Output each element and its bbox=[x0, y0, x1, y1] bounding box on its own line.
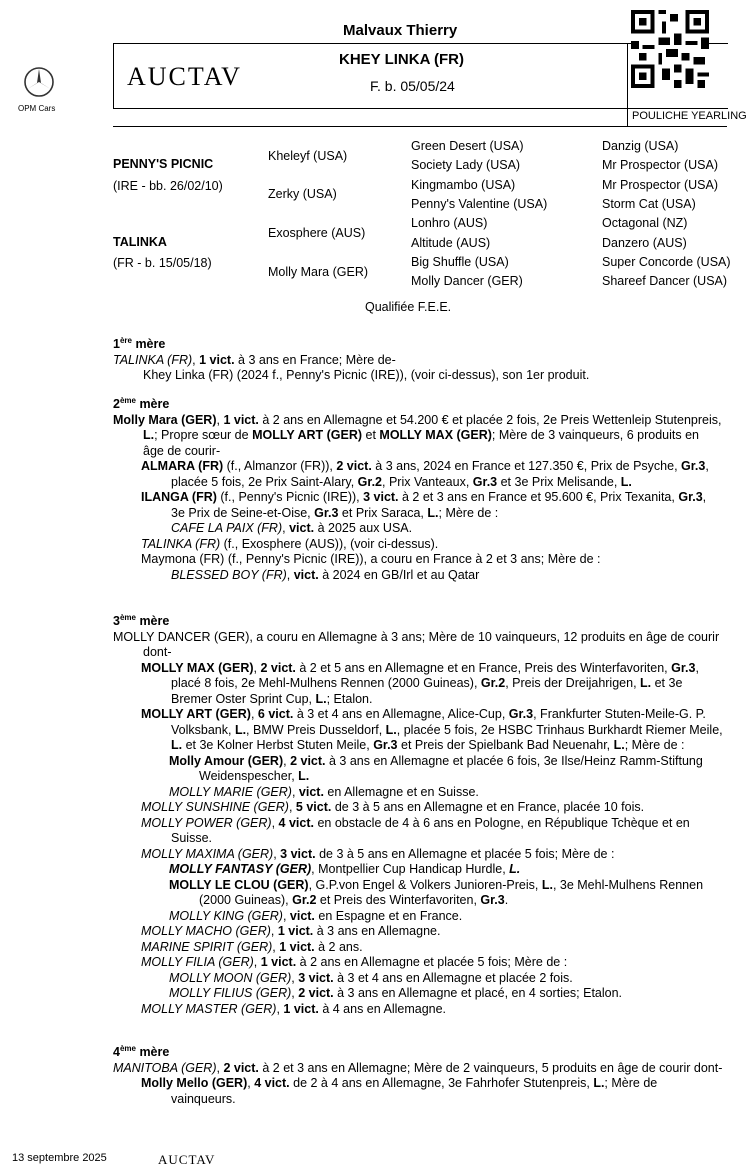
produce-entry: MOLLY POWER (GER), 4 vict. en obstacle de 4 à 6 ans en Pologne, en République Tchèque et en Suisse. bbox=[141, 815, 690, 846]
pedigree-gen3: Altitude (AUS) bbox=[411, 236, 491, 250]
sire-name: PENNY'S PICNIC bbox=[113, 157, 214, 171]
footer-logo: AUCTAV bbox=[158, 1152, 216, 1167]
produce-entry: Molly Mello (GER), 4 vict. de 2 à 4 ans en Allemagne, 3e Fahrhofer Stutenpreis, L.; Mère de vainqueurs. bbox=[141, 1076, 658, 1106]
pedigree-gen4: Mr Prospector (USA) bbox=[602, 178, 718, 192]
pedigree-gen3: Big Shuffle (USA) bbox=[411, 255, 509, 269]
sex-birth: F. b. 05/05/24 bbox=[370, 78, 455, 94]
produce-entry: MOLLY MACHO (GER), 1 vict. à 3 ans en Allemagne. bbox=[141, 924, 441, 939]
produce-entry: ILANGA (FR) (f., Penny's Picnic (IRE)), 3 vict. à 2 et 3 ans en France et 95.600 €, Prix Texanita, Gr.3, 3e Prix de Seine-et-Oise, Gr.3 et Prix Saraca, L.; Mère de : CAFE LA PAIX (FR), vict. à 2025 aux USA. bbox=[141, 490, 707, 536]
pedigree-gen3: Green Desert (USA) bbox=[411, 139, 524, 153]
pedigree-gen4: Octagonal (NZ) bbox=[602, 216, 688, 230]
pedigree-gen2: Kheleyf (USA) bbox=[268, 149, 348, 163]
sponsor-label: OPM Cars bbox=[18, 104, 56, 113]
lot-category: POULICHE YEARLING bbox=[632, 110, 747, 122]
produce-entry: MOLLY MASTER (GER), 1 vict. à 4 ans en Allemagne. bbox=[141, 1001, 447, 1016]
pedigree-gen3: Lonhro (AUS) bbox=[411, 216, 488, 230]
dam-paragraph: MANITOBA (GER), 2 vict. à 2 et 3 ans en Allemagne; Mère de 2 vainqueurs, 5 produits en âge de courir dont- bbox=[113, 1060, 723, 1075]
produce-entry: MOLLY MAXIMA (GER), 3 vict. de 3 à 5 ans en Allemagne et placée 5 fois; Mère de : bbox=[141, 846, 615, 861]
dam-paragraph: TALINKA (FR), 1 vict. à 3 ans en France; Mère de- Khey Linka (FR) (2024 f., Penny's Picnic (IRE)), (voir ci-dessus), son 1er produit. bbox=[113, 352, 590, 383]
pedigree-gen3: Molly Dancer (GER) bbox=[411, 274, 523, 288]
dam-name: TALINKA bbox=[113, 235, 167, 249]
section-first-dam bbox=[113, 333, 723, 384]
dam-paragraph: MOLLY DANCER (GER), a couru en Allemagne à 3 ans; Mère de 10 vainqueurs, 12 produits en âge de courir dont- bbox=[113, 629, 720, 660]
section-heading: 3ème mère bbox=[113, 613, 170, 629]
pedigree-gen4: Mr Prospector (USA) bbox=[602, 158, 718, 172]
dam-paragraph: Molly Mara (GER), 1 vict. à 2 ans en Allemagne et 54.200 € et placée 2 fois, 2e Preis Wettenleip Stutenpreis, L.; Propre sœur de MOLLY ART (GER) et MOLLY MAX (GER); Mère de 3 vainqueurs, 6 produits en âge de courir- bbox=[113, 412, 722, 458]
produce-entry: MOLLY MOON (GER), 3 vict. à 3 et 4 ans en Allemagne et placée 2 fois. bbox=[169, 970, 573, 985]
sire-info: (IRE - bb. 26/02/10) bbox=[113, 179, 223, 193]
pedigree-gen2: Exosphere (AUS) bbox=[268, 226, 366, 240]
auctav-logo: AUCTAV bbox=[127, 62, 242, 91]
pedigree-gen3: Kingmambo (USA) bbox=[411, 178, 516, 192]
pedigree-gen3: Penny's Valentine (USA) bbox=[411, 197, 548, 211]
produce-entry: MOLLY ART (GER), 6 vict. à 3 et 4 ans en Allemagne, Alice-Cup, Gr.3, Frankfurter Stuten-Meile-G. P. Volksbank, L., BMW Preis Dusseldorf, L., placée 5 fois, 2e HSBC Trinhaus Burkhardt Riemer Meile, L. et 3e Kolner Herbst Stuten Meile, Gr.3 et Preis der Spielbank Bad Neuenahr, L.; Mère de : bbox=[141, 707, 723, 753]
footer-date: 13 septembre 2025 bbox=[12, 1152, 107, 1164]
produce-entry: MOLLY MARIE (GER), vict. en Allemagne et en Suisse. bbox=[169, 784, 479, 799]
qr-code-icon bbox=[630, 10, 710, 88]
produce-entry: Maymona (FR) (f., Penny's Picnic (IRE)), a couru en France à 2 et 3 ans; Mère de : BLESSED BOY (FR), vict. à 2024 en GB/Irl et au Qatar bbox=[141, 552, 601, 582]
qualification: Qualifiée F.E.E. bbox=[365, 300, 452, 314]
produce-entry: MOLLY KING (GER), vict. en Espagne et en France. bbox=[169, 908, 463, 923]
section-second-dam bbox=[113, 393, 723, 583]
produce-entry: MOLLY FANTASY (GER), Montpellier Cup Handicap Hurdle, L. bbox=[169, 862, 521, 877]
produce-entry: TALINKA (FR) (f., Exosphere (AUS)), (voir ci-dessus). bbox=[141, 536, 439, 551]
produce-entry: MARINE SPIRIT (GER), 1 vict. à 2 ans. bbox=[141, 939, 363, 954]
pedigree-gen2: Molly Mara (GER) bbox=[268, 265, 369, 279]
section-heading: 2ème mère bbox=[113, 396, 170, 412]
pedigree-gen4: Super Concorde (USA) bbox=[602, 255, 731, 269]
dam-info: (FR - b. 15/05/18) bbox=[113, 256, 212, 270]
pedigree-gen4: Danzero (AUS) bbox=[602, 236, 687, 250]
seller-name: Malvaux Thierry bbox=[343, 22, 458, 39]
pedigree-gen4: Danzig (USA) bbox=[602, 139, 679, 153]
pedigree-gen4: Storm Cat (USA) bbox=[602, 197, 696, 211]
produce-entry: Molly Amour (GER), 2 vict. à 3 ans en Allemagne et placée 6 fois, 3e Ilse/Heinz Ramm-Stiftung Weidenspescher, L. bbox=[169, 753, 703, 784]
produce-entry: MOLLY FILIUS (GER), 2 vict. à 3 ans en Allemagne et placé, en 4 sorties; Etalon. bbox=[169, 986, 623, 1001]
section-heading: 4ème mère bbox=[113, 1044, 170, 1060]
header-divider bbox=[627, 43, 628, 127]
section-third-dam bbox=[113, 610, 723, 1017]
pedigree-gen2: Zerky (USA) bbox=[268, 187, 337, 201]
produce-entry: MOLLY LE CLOU (GER), G.P.von Engel & Volkers Junioren-Preis, L., 3e Mehl-Mulhens Rennen (2000 Guineas), Gr.2 et Preis des Winterfavoriten, Gr.3. bbox=[169, 877, 704, 908]
mercedes-logo-icon bbox=[23, 66, 55, 98]
pedigree-gen4: Shareef Dancer (USA) bbox=[602, 274, 728, 288]
section-heading: 1ère mère bbox=[113, 336, 166, 352]
section-fourth-dam bbox=[113, 1041, 723, 1107]
produce-entry: MOLLY MAX (GER), 2 vict. à 2 et 5 ans en Allemagne et en France, Preis des Winterfavoriten, Gr.3, placé 8 fois, 2e Mehl-Mulhens Rennen (2000 Guineas), Gr.2, Preis der Dreijahrigen, L. et 3e Bremer Oster Sprint Cup, L.; Etalon. bbox=[141, 660, 699, 706]
header-bottom-rule bbox=[113, 126, 727, 127]
produce-entry: MOLLY SUNSHINE (GER), 5 vict. de 3 à 5 ans en Allemagne et en France, placée 10 fois. bbox=[141, 800, 645, 815]
produce-entry: ALMARA (FR) (f., Almanzor (FR)), 2 vict. à 3 ans, 2024 en France et 127.350 €, Prix de Psyche, Gr.3, placée 5 fois, 2e Prix Saint-Alary, Gr.2, Prix Vanteaux, Gr.3 et 3e Prix Melisande, L. bbox=[141, 459, 709, 489]
horse-name: KHEY LINKA (FR) bbox=[339, 51, 464, 68]
pedigree-gen3: Society Lady (USA) bbox=[411, 158, 521, 172]
produce-entry: MOLLY FILIA (GER), 1 vict. à 2 ans en Allemagne et placée 5 fois; Mère de : bbox=[141, 955, 568, 970]
